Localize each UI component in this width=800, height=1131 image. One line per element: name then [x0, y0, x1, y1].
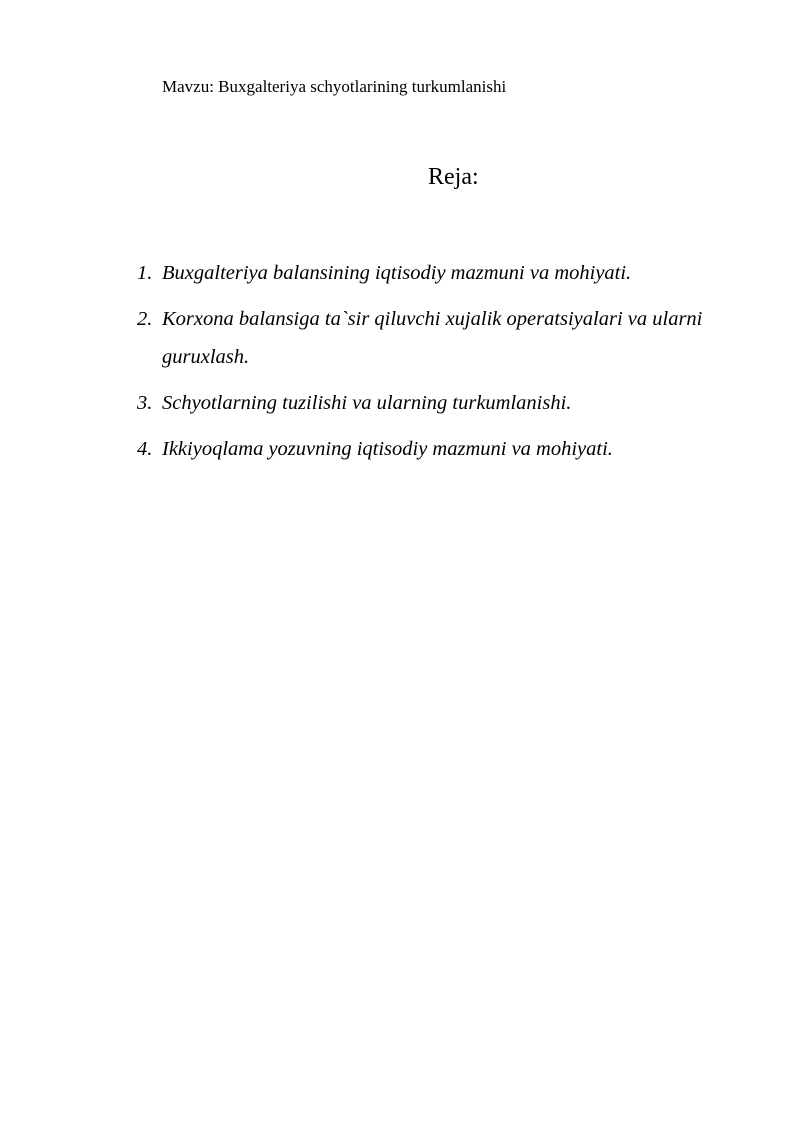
plan-item-1 — [137, 254, 737, 292]
plan-heading: Reja: — [428, 164, 479, 190]
plan-item-2 — [137, 300, 737, 376]
plan-item-4 — [137, 430, 737, 468]
plan-item-number: 2. — [137, 308, 153, 330]
plan-item-text: Schyotlarning tuzilishi va ularning turkumlanishi. — [162, 392, 572, 414]
plan-item-3 — [137, 384, 737, 422]
document-topic: Mavzu: Buxgalteriya schyotlarining turkumlanishi — [162, 77, 507, 96]
plan-item-number: 4. — [137, 438, 153, 460]
plan-list — [137, 254, 737, 476]
plan-item-number: 1. — [137, 262, 153, 284]
plan-item-text: Buxgalteriya balansining iqtisodiy mazmuni va mohiyati. — [162, 262, 632, 284]
plan-item-number: 3. — [137, 392, 153, 414]
plan-item-text: Korxona balansiga ta`sir qiluvchi xujalik operatsiyalari va ularni guruxlash. — [162, 308, 703, 368]
plan-item-text: Ikkiyoqlama yozuvning iqtisodiy mazmuni va mohiyati. — [162, 438, 613, 460]
